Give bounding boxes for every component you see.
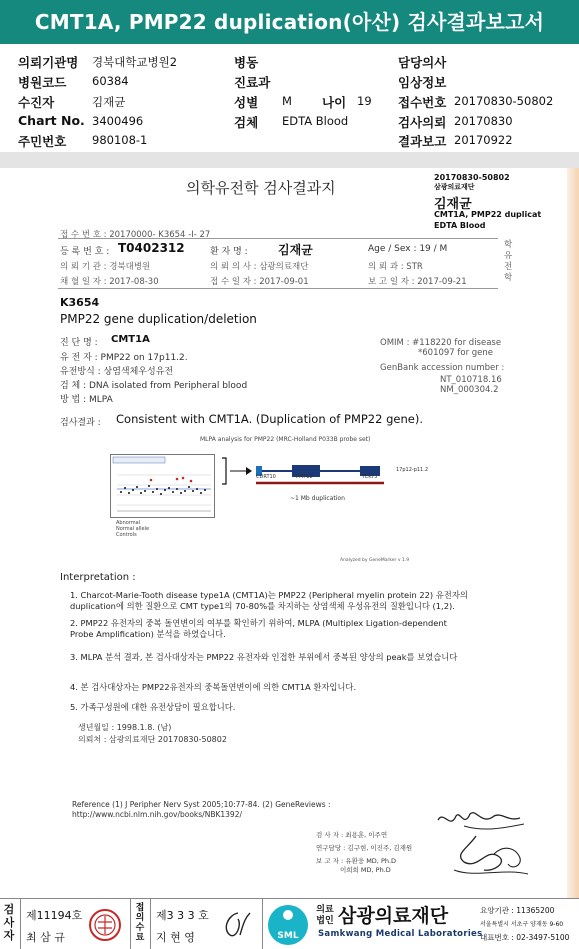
reference-line-1: Reference (1) J Peripher Nerv Syst 2005;10:77-84. (2) GeneReviews : (72, 800, 331, 809)
approver-license: 제3 3 3 호 (156, 909, 209, 922)
report-date-label: 결과보고 (398, 134, 447, 149)
patient-name: 김재균 (278, 243, 313, 257)
patient-info-panel (0, 50, 579, 150)
interpretation-title: Interpretation : (60, 572, 136, 583)
diagnosis-value: CMT1A (111, 334, 150, 345)
gene-tekt3-label: TEKT3 (362, 474, 378, 480)
gene-line: 유 전 자 : PMP22 on 17p11.2. (60, 353, 188, 363)
gene-cdrt10-label: CDRT10 (256, 474, 276, 480)
omim-line-2: *601097 for gene (418, 348, 494, 358)
main-phone: 대표번호 : 02-3497-5100 (480, 933, 570, 942)
figure-caption: MLPA analysis for PMP22 (MRC-Holland P033B probe set) (200, 436, 371, 443)
age-value: 19 (357, 94, 372, 108)
reference-line-2: http://www.ncbi.nlm.nih.gov/books/NBK1392/ (72, 810, 242, 819)
sticker-name: 김재균 (434, 197, 472, 212)
ward-label: 병동 (234, 55, 259, 70)
requester-line: 의뢰처 : 삼광의료재단 20170830-50802 (78, 735, 227, 744)
legend-abnormal: Abnormal (116, 520, 141, 526)
interpretation-item: 1. Charcot-Marie-Tooth disease type1A (CMT1A)는 PMP22 (Peripheral myelin protein 22) 유전자의 (70, 590, 468, 600)
request-date-label: 검사의뢰 (398, 115, 447, 130)
patient-label: 수진자 (18, 95, 55, 110)
institution-label: 의뢰기관명 (18, 55, 79, 70)
svg-text:SML: SML (277, 931, 299, 941)
rrn-label: 주민번호 (18, 134, 67, 149)
interpretation-item: 4. 본 검사대상자는 PMP22유전자의 중복돌연변이에 의한 CMT1A 환자입니다. (70, 682, 357, 692)
rrn-value: 980108-1 (92, 133, 148, 147)
accession-value: 20170830-50802 (454, 94, 554, 108)
examiner-line: 검 사 자 : 최용훈, 이주연 (316, 831, 388, 839)
sticker-specimen: EDTA Blood (434, 221, 486, 230)
genbank-2: NM_000304.2 (440, 385, 499, 395)
specimen-line: 검 체 : DNA isolated from Peripheral blood (60, 381, 248, 391)
side-stamp-text: 학 유 전 학 (504, 240, 513, 283)
examiner-label: 검사자 (3, 903, 15, 942)
doctor-label: 담당의사 (398, 55, 447, 70)
lab-address: 서울특별시 서초구 양재동 9-60 (480, 921, 564, 928)
region-label: 17p12-p11.2 (396, 467, 429, 473)
approver-signature (218, 907, 254, 941)
specimen-value: EDTA Blood (282, 114, 349, 128)
sex-value: M (282, 94, 292, 108)
result-label: 검사결과 : (60, 418, 101, 428)
reporter-line-2: 이희희 MD, Ph.D (340, 866, 391, 874)
age-label: 나이 (322, 95, 347, 110)
result-text: Consistent with CMT1A. (Duplication of PMP22 gene). (116, 412, 423, 426)
interpretation-item: Probe Amplification) 분석을 하였습니다. (70, 629, 226, 639)
interpretation-item: 5. 가족구성원에 대한 유전상담이 필요합니다. (70, 702, 236, 712)
request-date-value: 20170830 (454, 114, 513, 128)
birth-date-line: 생년월일 : 1998.1.8. (남) (78, 723, 172, 732)
sticker-accession: 20170830-50802 (434, 173, 510, 182)
department-line: 의 뢰 과 : STR (368, 262, 423, 272)
institution-line: 의 뢰 기 관 : 경북대병원 (60, 262, 151, 272)
patient-name-label: 환 자 명 : (210, 247, 248, 257)
method-line: 방 법 : MLPA (60, 395, 113, 405)
omim-line-1: OMIM : #118220 for disease (380, 338, 502, 348)
document-title: 의학유전학 검사결과지 (186, 179, 336, 197)
hospital-code-value: 60384 (92, 74, 129, 88)
lab-name: 삼광의료재단 (338, 905, 449, 927)
institution-value: 경북대학교병원2 (92, 55, 178, 69)
certification-footer (0, 898, 579, 949)
clinical-info-label: 임상정보 (398, 75, 447, 90)
accession-label: 접수번호 (398, 95, 447, 110)
research-line: 연구담당 : 김구현, 이진주, 김재원 (316, 844, 413, 852)
lab-english-name: Samkwang Medical Laboratories (318, 929, 483, 939)
test-name: PMP22 gene duplication/deletion (60, 312, 257, 326)
patient-value: 김재균 (92, 95, 126, 109)
interpretation-item: 3. MLPA 분석 결과, 본 검사대상자는 PMP22 유전자와 인접한 부위에서 중복된 양상의 peak를 보였습니다 (70, 652, 458, 662)
analyzed-by: Analyzed by GeneMarker v 1.9 (340, 558, 410, 563)
genbank-1: NT_010718.16 (440, 375, 502, 385)
test-code: K3654 (60, 296, 100, 309)
approver-name: 지 현 영 (156, 931, 195, 944)
mlpa-ratio-plot (110, 454, 215, 518)
hospital-code-label: 병원코드 (18, 75, 67, 90)
chart-no-value: 3400496 (92, 114, 144, 128)
diagnosis-label: 진 단 명 : (60, 338, 98, 348)
specimen-label: 검체 (234, 115, 259, 130)
seal-stamp-icon (88, 908, 122, 942)
scanned-result-sheet (0, 168, 579, 898)
received-date-line: 접 수 일 자 : 2017-09-01 (210, 277, 309, 287)
reported-date-line: 보 고 일 자 : 2017-09-21 (368, 277, 467, 287)
interpretation-item: 2. PMP22 유전자의 중복 돌연변이의 여부를 확인하기 위하여, MLPA (Multiplex Ligation-dependent (70, 618, 447, 628)
legend-controls: Controls (116, 532, 137, 538)
sticker-test: CMT1A, PMP22 duplicat (434, 210, 542, 219)
registration-label: 등 록 번 호 : (60, 247, 110, 257)
chart-no-label: Chart No. (18, 113, 85, 128)
sticker-org: 삼광의료재단 (434, 183, 475, 191)
lab-prefix: 의료법인 (316, 905, 334, 926)
page-edge (567, 168, 579, 898)
section-divider (0, 152, 579, 168)
dept-label: 진료과 (234, 75, 271, 90)
inheritance-line: 유전방식 : 상염색체우성유전 (60, 367, 174, 377)
sex-label: 성별 (234, 95, 259, 110)
mlpa-plot-graphic (111, 455, 214, 517)
interpretation-item: duplication에 의한 질환으로 CMT type1의 70-80%를 차지하는 상염색체 우성유전의 질환입니다 (1,2). (70, 601, 455, 611)
collection-date-line: 채 혈 일 자 : 2017-08-30 (60, 277, 159, 287)
report-title: CMT1A, PMP22 duplication(아산) 검사결과보고서 (0, 0, 579, 44)
report-date-value: 20170922 (454, 133, 513, 147)
duplication-size-label: ~1 Mb duplication (290, 495, 345, 502)
institution-code: 요양기관 : 11365200 (480, 906, 555, 915)
examiner-license: 제11194호 (26, 909, 83, 922)
age-sex: Age / Sex : 19 / M (368, 244, 448, 254)
reporter-line-1: 보 고 자 : 유환웅 MD, Ph.D (316, 857, 397, 865)
examiner-name: 최 삼 규 (26, 931, 65, 944)
receipt-number: 접 수 번 호 : 20170000- K3654 -I- 27 (60, 230, 211, 240)
plot-legend (116, 520, 176, 538)
registration-number: T0402312 (118, 241, 185, 255)
genbank-label: GenBank accession number : (380, 363, 505, 373)
gene-pmp22-label: PMP22 (296, 474, 313, 480)
approver-label: 접의 수료 (135, 903, 145, 943)
handwritten-signatures (424, 808, 544, 888)
legend-normal: Normal allele (116, 526, 150, 532)
doctor-line: 의 뢰 의 사 : 삼광의료재단 (210, 262, 309, 272)
sml-logo-icon (266, 901, 310, 947)
